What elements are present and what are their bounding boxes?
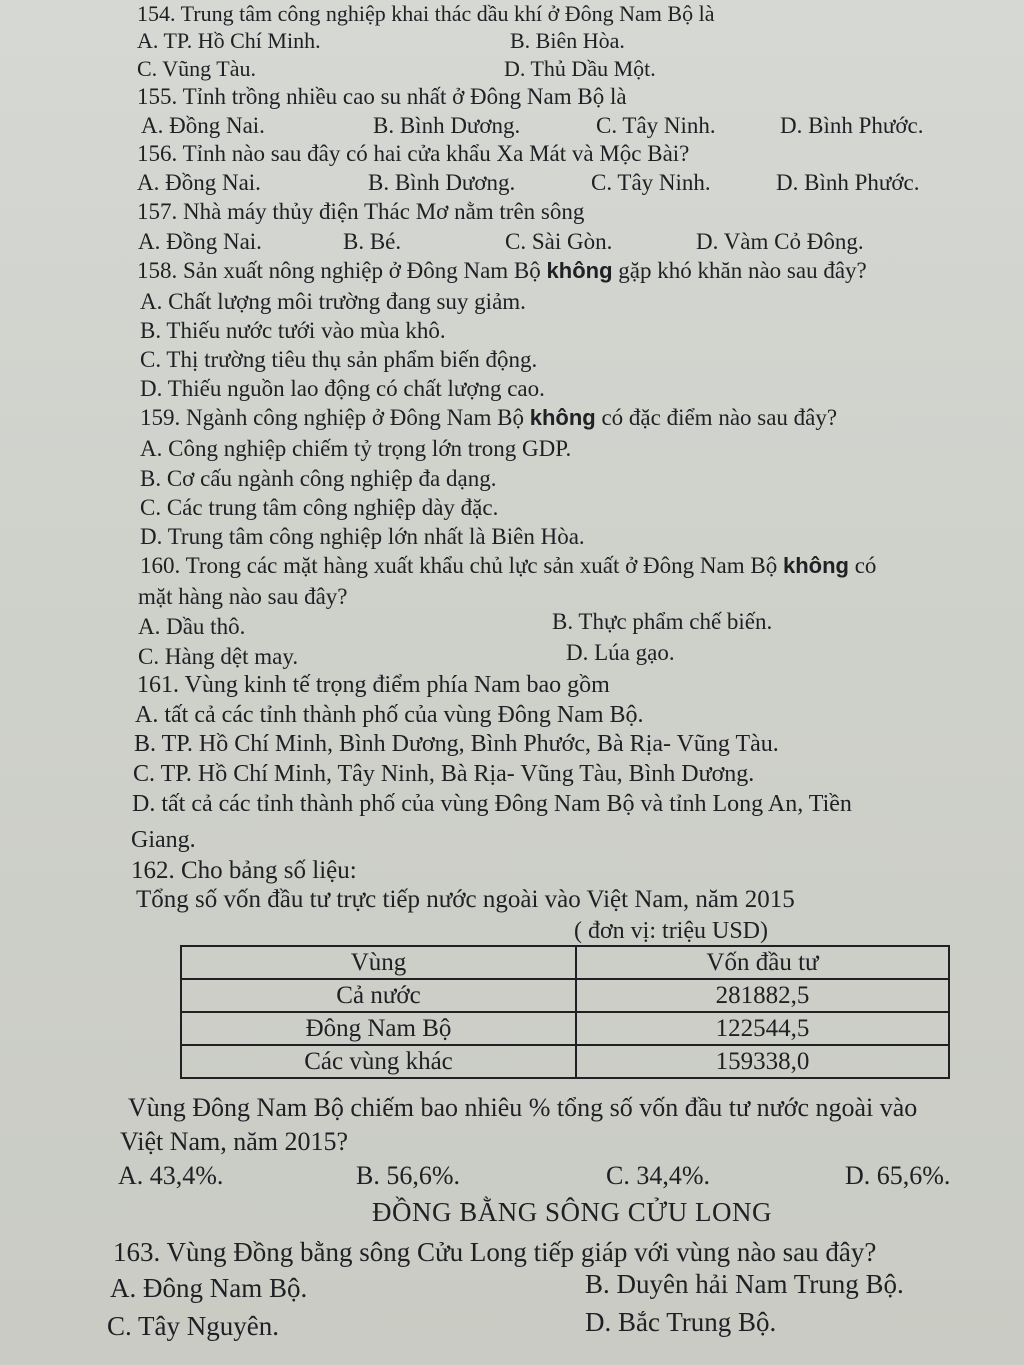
question-157-option-c: C. Sài Gòn.: [505, 229, 613, 254]
question-154-option-a: A. TP. Hồ Chí Minh.: [137, 28, 321, 53]
question-158-option-a: A. Chất lượng môi trường đang suy giảm.: [140, 289, 526, 314]
question-162-option-c: C. 34,4%.: [606, 1161, 710, 1190]
question-157-option-d: D. Vàm Cỏ Đông.: [696, 229, 864, 254]
table-row: [181, 979, 949, 1012]
question-161-option-d-line1: D. tất cả các tỉnh thành phố của vùng Đông Nam Bộ và tỉnh Long An, Tiền: [132, 791, 852, 817]
question-159-option-b: B. Cơ cấu ngành công nghiệp đa dạng.: [140, 466, 497, 491]
question-157-stem: 157. Nhà máy thủy điện Thác Mơ nằm trên sông: [137, 199, 585, 224]
table-header-cell: Vùng: [181, 946, 576, 979]
question-156-option-b: B. Bình Dương.: [368, 170, 516, 195]
question-161-option-d-line2: Giang.: [131, 827, 196, 853]
question-162-stem: 162. Cho bảng số liệu:: [131, 857, 357, 884]
question-156-option-c: C. Tây Ninh.: [591, 170, 711, 195]
question-163-stem: 163. Vùng Đồng bằng sông Cửu Long tiếp giáp với vùng nào sau đây?: [113, 1237, 877, 1267]
emphasis-khong: không: [529, 405, 596, 430]
question-162-option-d: D. 65,6%.: [845, 1161, 951, 1190]
table-title: Tổng số vốn đầu tư trực tiếp nước ngoài vào Việt Nam, năm 2015: [136, 886, 795, 913]
question-154-option-c: C. Vũng Tàu.: [137, 56, 256, 81]
table-cell-value: 122544,5: [576, 1012, 949, 1045]
question-162-option-b: B. 56,6%.: [356, 1161, 460, 1190]
section-heading: ĐỒNG BẰNG SÔNG CỬU LONG: [372, 1197, 772, 1227]
question-163-option-a: A. Đông Nam Bộ.: [110, 1273, 308, 1303]
question-154-option-d: D. Thủ Dầu Một.: [504, 56, 656, 81]
question-154-stem: 154. Trung tâm công nghiệp khai thác dầu khí ở Đông Nam Bộ là: [137, 1, 715, 26]
question-156-stem: 156. Tỉnh nào sau đây có hai cửa khẩu Xa Mát và Mộc Bài?: [137, 141, 690, 166]
question-160-option-a: A. Dầu thô.: [138, 614, 246, 639]
question-160-option-c: C. Hàng dệt may.: [138, 644, 299, 669]
question-156-option-a: A. Đồng Nai.: [137, 170, 261, 195]
question-162-prompt-line1: Vùng Đông Nam Bộ chiếm bao nhiêu % tổng số vốn đầu tư nước ngoài vào: [128, 1093, 918, 1122]
question-163-option-c: C. Tây Nguyên.: [107, 1311, 279, 1341]
investment-table: [180, 945, 950, 1079]
question-160-option-b: B. Thực phẩm chế biến.: [552, 609, 773, 634]
question-155-option-b: B. Bình Dương.: [373, 113, 521, 138]
question-163-option-d: D. Bắc Trung Bộ.: [585, 1307, 777, 1337]
table-cell-region: Các vùng khác: [181, 1045, 576, 1078]
emphasis-khong: không: [546, 258, 613, 283]
question-159-option-a: A. Công nghiệp chiếm tỷ trọng lớn trong GDP.: [140, 436, 572, 461]
emphasis-khong: không: [782, 553, 849, 578]
table-cell-value: 281882,5: [576, 979, 949, 1012]
question-161-option-c: C. TP. Hồ Chí Minh, Tây Ninh, Bà Rịa- Vũng Tàu, Bình Dương.: [133, 761, 755, 787]
table-cell-value: 159338,0: [576, 1045, 949, 1078]
table-unit: ( đơn vị: triệu USD): [574, 918, 769, 944]
question-158-option-c: C. Thị trường tiêu thụ sản phẩm biến động.: [140, 347, 538, 372]
question-159-option-d: D. Trung tâm công nghiệp lớn nhất là Biên Hòa.: [140, 524, 585, 549]
question-158-option-d: D. Thiếu nguồn lao động có chất lượng cao.: [140, 376, 545, 401]
question-155-stem: 155. Tỉnh trồng nhiều cao su nhất ở Đông Nam Bộ là: [137, 84, 627, 109]
question-161-stem: 161. Vùng kinh tế trọng điểm phía Nam bao gồm: [137, 672, 610, 698]
question-160-stem-line2: mặt hàng nào sau đây?: [138, 584, 348, 609]
question-154-option-b: B. Biên Hòa.: [510, 28, 625, 53]
question-157-option-b: B. Bé.: [343, 229, 402, 254]
question-162-prompt-line2: Việt Nam, năm 2015?: [120, 1127, 349, 1156]
question-160-stem: 160. Trong các mặt hàng xuất khẩu chủ lực sản xuất ở Đông Nam Bộ không có: [140, 553, 877, 578]
table-header-cell: Vốn đầu tư: [576, 946, 949, 979]
question-157-option-a: A. Đồng Nai.: [138, 229, 262, 254]
question-159-option-c: C. Các trung tâm công nghiệp dày đặc.: [140, 495, 499, 520]
question-158-option-b: B. Thiếu nước tưới vào mùa khô.: [140, 318, 446, 343]
question-162-option-a: A. 43,4%.: [118, 1161, 224, 1190]
question-155-option-c: C. Tây Ninh.: [596, 113, 716, 138]
question-155-option-d: D. Bình Phước.: [780, 113, 924, 138]
question-160-option-d: D. Lúa gạo.: [566, 640, 675, 665]
question-161-option-b: B. TP. Hồ Chí Minh, Bình Dương, Bình Phước, Bà Rịa- Vũng Tàu.: [134, 731, 779, 757]
table-row: [181, 1012, 949, 1045]
question-163-option-b: B. Duyên hải Nam Trung Bộ.: [585, 1269, 904, 1299]
table-header-row: [181, 946, 949, 979]
table-cell-region: Cả nước: [181, 979, 576, 1012]
question-159-stem: 159. Ngành công nghiệp ở Đông Nam Bộ không có đặc điểm nào sau đây?: [140, 405, 838, 430]
question-155-option-a: A. Đồng Nai.: [141, 113, 265, 138]
table-row: [181, 1045, 949, 1078]
table-cell-region: Đông Nam Bộ: [181, 1012, 576, 1045]
question-156-option-d: D. Bình Phước.: [776, 170, 920, 195]
question-161-option-a: A. tất cả các tỉnh thành phố của vùng Đông Nam Bộ.: [135, 702, 644, 728]
question-158-stem: 158. Sản xuất nông nghiệp ở Đông Nam Bộ không gặp khó khăn nào sau đây?: [137, 258, 867, 283]
